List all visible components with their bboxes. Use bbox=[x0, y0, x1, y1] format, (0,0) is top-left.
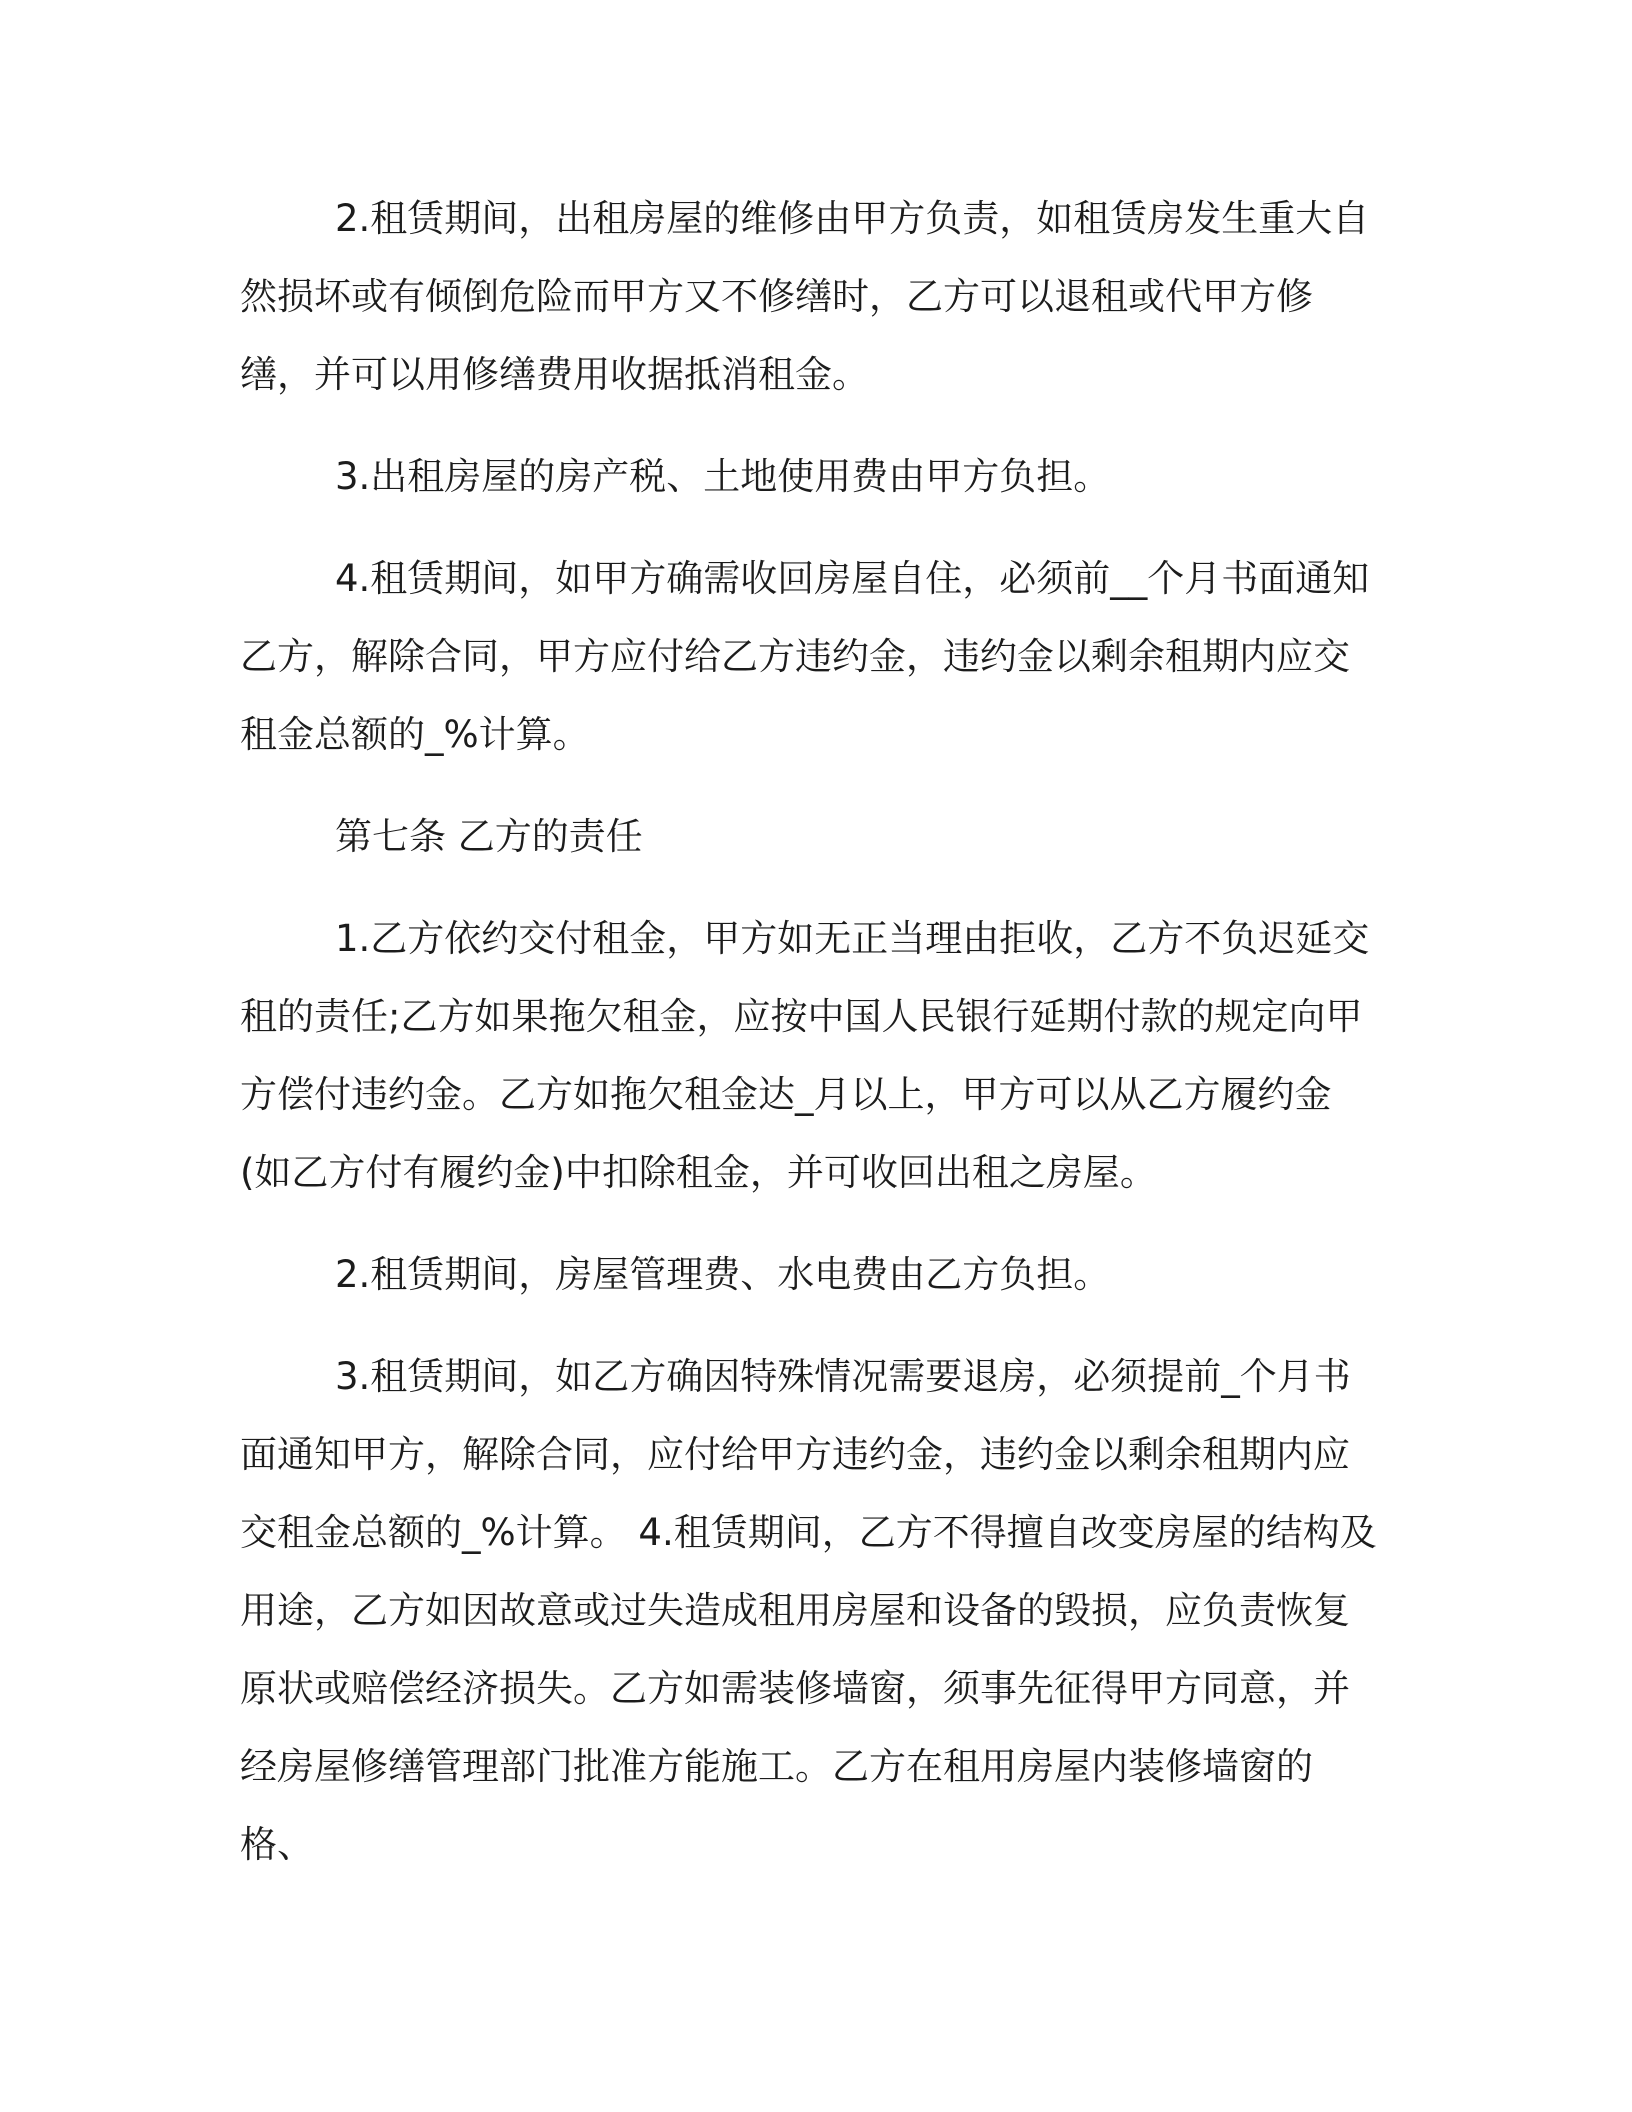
paragraph-utility-fees: 2.租赁期间，房屋管理费、水电费由乙方负担。 bbox=[335, 1253, 1111, 1296]
paragraph-spacer bbox=[240, 414, 1380, 438]
document-body bbox=[240, 180, 1380, 1884]
paragraph-spacer bbox=[240, 1212, 1380, 1236]
paragraph-spacer bbox=[240, 774, 1380, 798]
paragraph-spacer bbox=[240, 876, 1380, 900]
paragraph-rent-payment: 1.乙方依约交付租金，甲方如无正当理由拒收，乙方不负迟延交租的责任;乙方如果拖欠租金，应按中国人民银行延期付款的规定向甲方偿付违约金。乙方如拖欠租金达_月以上，甲方可以从乙方履约金(如乙方付有履约金)中扣除租金，并可收回出租之房屋。 bbox=[240, 917, 1370, 1194]
section-heading-tenant-duties: 第七条 乙方的责任 bbox=[335, 815, 643, 858]
paragraph-spacer bbox=[240, 1314, 1380, 1338]
paragraph-spacer bbox=[240, 516, 1380, 540]
paragraph-early-termination: 3.租赁期间，如乙方确因特殊情况需要退房，必须提前_个月书面通知甲方，解除合同，应付给甲方违约金，违约金以剩余租期内应交租金总额的_%计算。 4.租赁期间，乙方不得擅自改变房屋的结构及用途，乙方如因故意或过失造成租用房屋和设备的毁损，应负责恢复原状或赔偿经济损失。乙方如需装修墙窗，须事先征得甲方同意，并经房屋修缮管理部门批准方能施工。乙方在租用房屋内装修墙窗的格、 bbox=[240, 1355, 1377, 1866]
paragraph-property-tax: 3.出租房屋的房产税、土地使用费由甲方负担。 bbox=[335, 455, 1111, 498]
paragraph-landlord-reclaim: 4.租赁期间，如甲方确需收回房屋自住，必须前__个月书面通知乙方，解除合同，甲方应付给乙方违约金，违约金以剩余租期内应交租金总额的_%计算。 bbox=[240, 557, 1370, 756]
paragraph-landlord-repair: 2.租赁期间，出租房屋的维修由甲方负责，如租赁房发生重大自然损坏或有倾倒危险而甲方又不修缮时，乙方可以退租或代甲方修缮，并可以用修缮费用收据抵消租金。 bbox=[240, 197, 1370, 396]
